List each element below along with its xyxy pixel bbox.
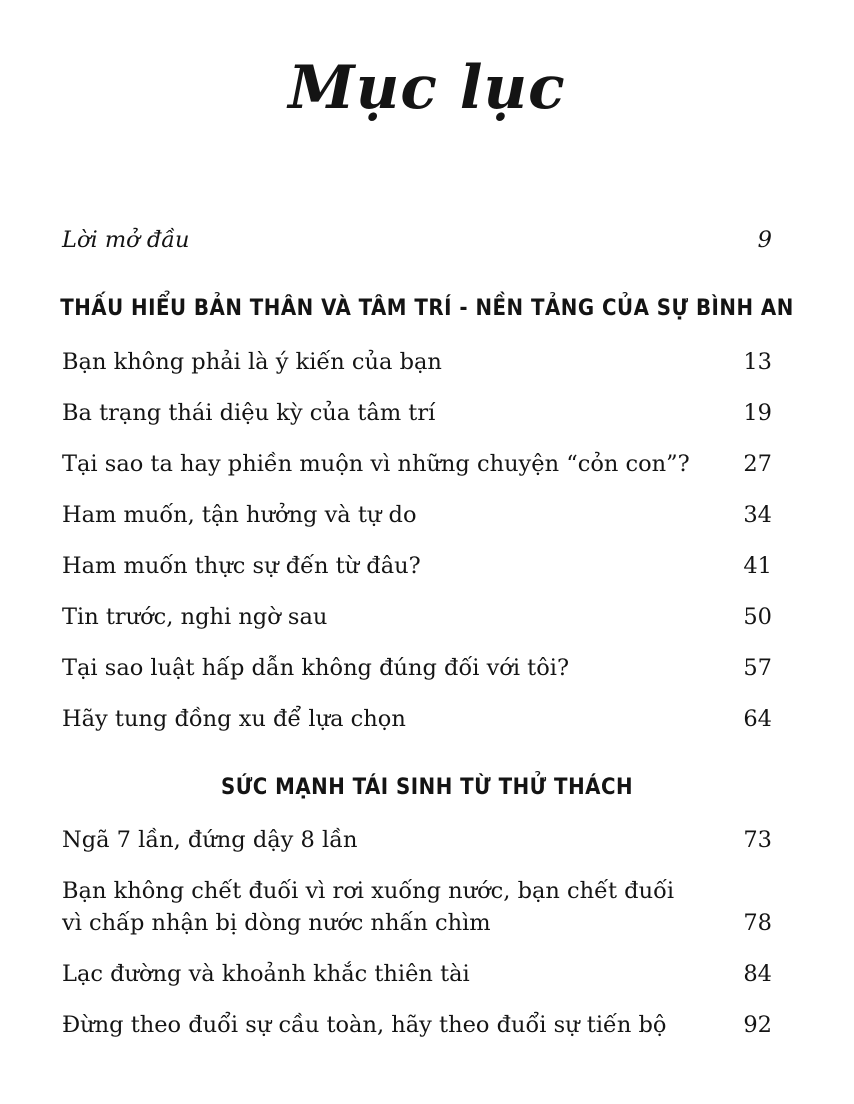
toc-entry-label: Đừng theo đuổi sự cầu toàn, hãy theo đuổi sự tiến bộ [62, 1012, 667, 1038]
toc-entry-page: 78 [743, 910, 772, 936]
section-heading-2: SỨC MẠNH TÁI SINH TỪ THỬ THÁCH [220, 775, 634, 800]
toc-entry-page: 84 [743, 961, 772, 987]
page-title: Mục lục [288, 53, 566, 123]
toc-entry-page: 9 [757, 227, 772, 253]
toc-entry[interactable] [62, 875, 772, 939]
toc-entry-page: 13 [743, 349, 772, 375]
toc-entry-label [62, 875, 674, 939]
toc-entry-page: 19 [743, 400, 772, 426]
toc-entry-label: Hãy tung đồng xu để lựa chọn [62, 706, 406, 732]
toc-entry-label: Ham muốn thực sự đến từ đâu? [62, 553, 421, 579]
toc-entry-label: Lạc đường và khoảnh khắc thiên tài [62, 961, 470, 987]
toc-entry-label: Ba trạng thái diệu kỳ của tâm trí [62, 400, 436, 426]
toc-entry-page: 92 [743, 1012, 772, 1038]
toc-entry-page: 73 [743, 827, 772, 853]
toc-entry-page: 64 [743, 706, 772, 732]
toc-entry-page: 34 [743, 502, 772, 528]
toc-entry-page: 41 [743, 553, 772, 579]
toc-entry-page: 27 [743, 451, 772, 477]
toc-entry-label: Lời mở đầu [62, 227, 190, 253]
toc-entry-page: 57 [743, 655, 772, 681]
toc-entry-label: Tin trước, nghi ngờ sau [62, 604, 328, 630]
toc-entry-label: Ham muốn, tận hưởng và tự do [62, 502, 417, 528]
toc-entry-label: Tại sao luật hấp dẫn không đúng đối với tôi? [62, 655, 570, 681]
toc-entry-label: Ngã 7 lần, đứng dậy 8 lần [62, 827, 358, 853]
toc-entry-label-line-2: vì chấp nhận bị dòng nước nhấn chìm [62, 910, 491, 936]
toc-entry-label: Tại sao ta hay phiền muộn vì những chuyện “cỏn con”? [62, 451, 690, 477]
toc-entry-label: Bạn không phải là ý kiến của bạn [62, 349, 442, 375]
toc-entry-page: 50 [743, 604, 772, 630]
toc-entry-label-line-1: Bạn không chết đuối vì rơi xuống nước, bạn chết đuối [62, 878, 675, 904]
section-heading-1: THẤU HIỂU BẢN THÂN VÀ TÂM TRÍ - NỀN TẢNG CỦA SỰ BÌNH AN [60, 296, 794, 321]
